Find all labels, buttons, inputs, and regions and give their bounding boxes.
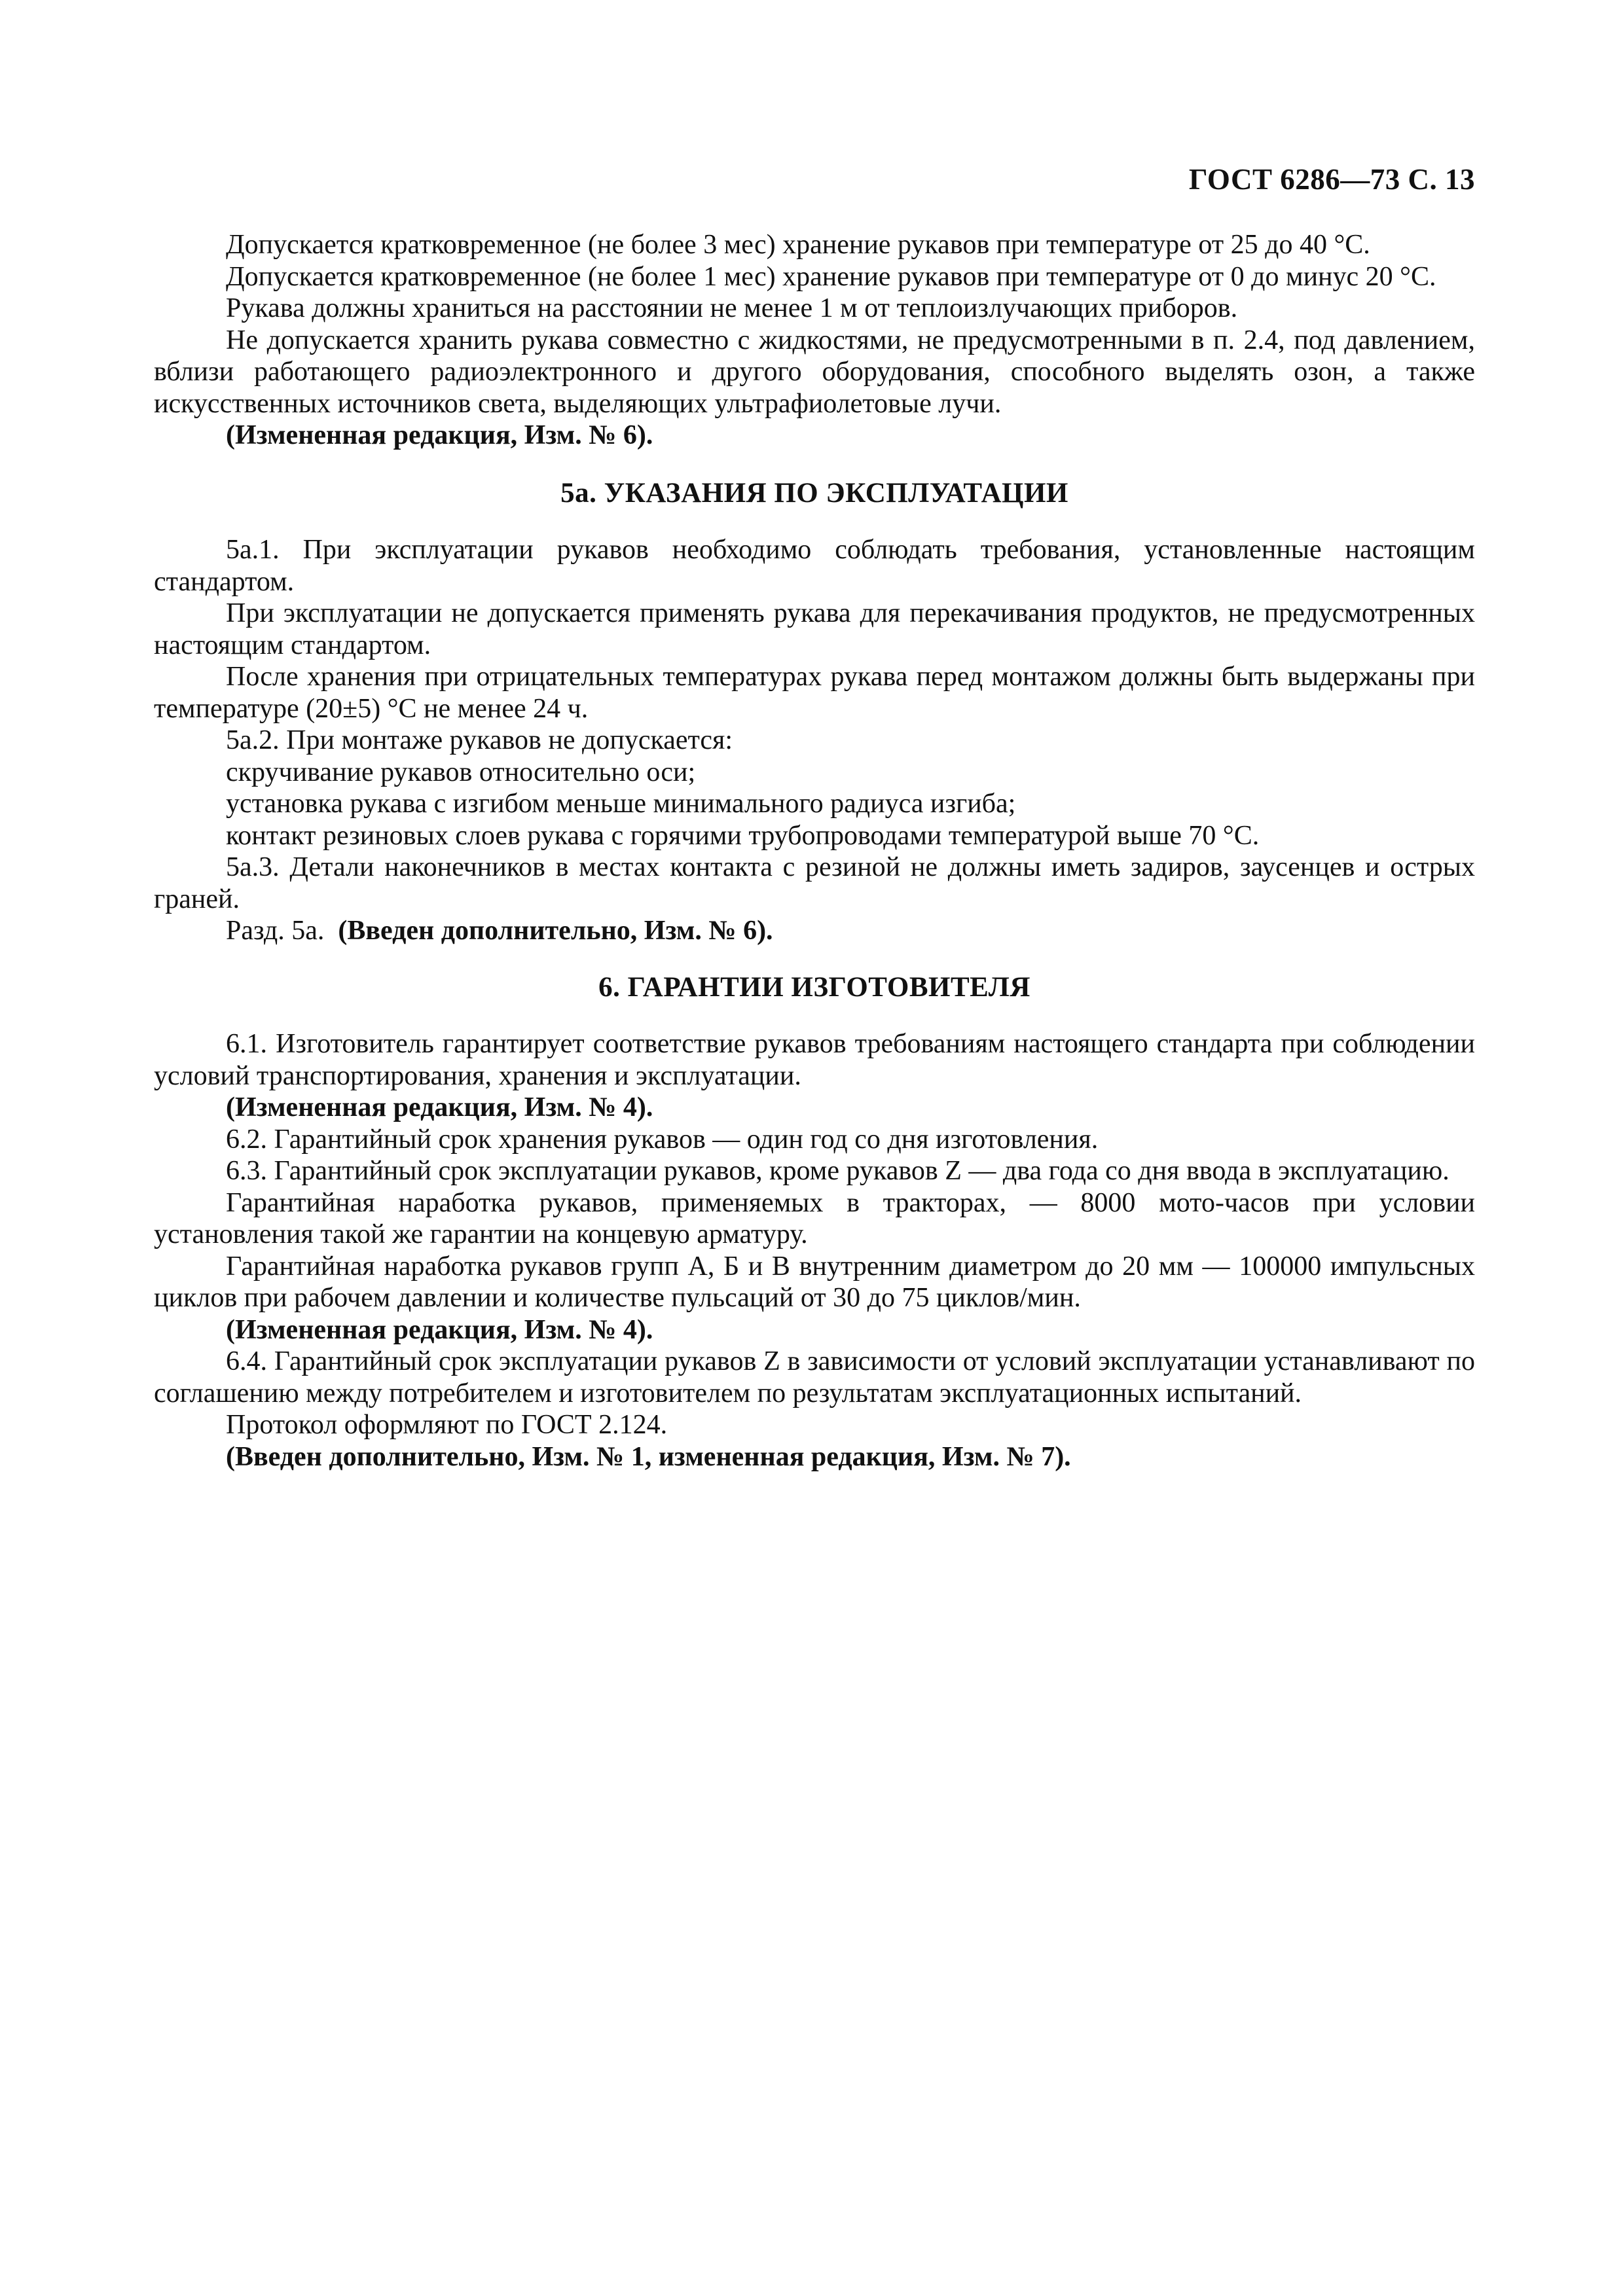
section-paragraph: 5а.2. При монтаже рукавов не допускается: (226, 725, 733, 755)
section-paragraph: Гарантийная наработка рукавов, применяемых в тракторах, — 8000 мото-часов при условии установления такой же гарантии на концевую арматуру. (154, 1187, 1475, 1249)
section-paragraph: 6.2. Гарантийный срок хранения рукавов — один год со дня изготовления. (226, 1124, 1099, 1155)
section-paragraph: 6.4. Гарантийный срок эксплуатации рукавов Z в зависимости от условий эксплуатации устанавливают по соглашению между потребителем и изготовителем по результатам эксплуатационных испытаний. (154, 1346, 1475, 1408)
section-paragraph: 5а.3. Детали наконечников в местах контакта с резиной не должны иметь задиров, заусенцев и острых граней. (154, 852, 1475, 914)
section-6-heading: 6. ГАРАНТИИ ИЗГОТОВИТЕЛЯ (598, 971, 1030, 1003)
section-paragraph: 5а.1. При эксплуатации рукавов необходимо соблюдать требования, установленные настоящим стандартом. (154, 535, 1475, 597)
storage-paragraph: Не допускается хранить рукава совместно с жидкостями, не предусмотренными в п. 2.4, под давлением, вблизи работающего радиоэлектронного и другого оборудования, способного выделять озон, а также искусственных источников света, выделяющих ультрафиолетовые лучи. (154, 325, 1475, 419)
list-item: контакт резиновых слоев рукава с горячими трубопроводами температурой выше 70 °С. (226, 820, 1260, 851)
document-body (154, 229, 1475, 1473)
section-5a-heading: 5а. УКАЗАНИЯ ПО ЭКСПЛУАТАЦИИ (560, 477, 1068, 509)
list-item: установка рукава с изгибом меньше минимального радиуса изгиба; (226, 789, 1016, 819)
section-paragraph: После хранения при отрицательных температурах рукава перед монтажом должны быть выдержаны при температуре (20±5) °С не менее 24 ч. (154, 662, 1475, 724)
section-paragraph: При эксплуатации не допускается применять рукава для перекачивания продуктов, не предусмотренных настоящим стандартом. (154, 598, 1475, 660)
storage-paragraph: Допускается кратковременное (не более 1 мес) хранение рукавов при температуре от 0 до минус 20 °С. (226, 261, 1436, 292)
section-paragraph: 6.3. Гарантийный срок эксплуатации рукавов, кроме рукавов Z — два года со дня ввода в эксплуатацию. (226, 1156, 1450, 1186)
amendment-note: (Измененная редакция, Изм. № 6). (226, 420, 653, 450)
note-prefix: Разд. 5а. (226, 916, 325, 946)
amendment-note: (Введен дополнительно, Изм. № 1, измененная редакция, Изм. № 7). (226, 1441, 1071, 1472)
document-page (154, 0, 1475, 2296)
amendment-note: (Измененная редакция, Изм. № 4). (226, 1092, 653, 1122)
section-paragraph: Протокол оформляют по ГОСТ 2.124. (226, 1410, 668, 1440)
amendment-note: (Измененная редакция, Изм. № 4). (226, 1314, 653, 1345)
section-paragraph: 6.1. Изготовитель гарантирует соответствие рукавов требованиям настоящего стандарта при соблюдении условий транспортирования, хранения и эксплуатации. (154, 1029, 1475, 1091)
storage-paragraph: Рукава должны храниться на расстоянии не менее 1 м от теплоизлучающих приборов. (226, 293, 1238, 323)
section-5a-note (154, 915, 1475, 947)
amendment-note: (Введен дополнительно, Изм. № 6). (338, 916, 773, 946)
storage-paragraph: Допускается кратковременное (не более 3 мес) хранение рукавов при температуре от 25 до 40 °С. (226, 230, 1370, 260)
page-header: ГОСТ 6286—73 С. 13 (1188, 163, 1475, 196)
list-item: скручивание рукавов относительно оси; (226, 757, 696, 787)
section-paragraph: Гарантийная наработка рукавов групп А, Б и В внутренним диаметром до 20 мм — 100000 импульсных циклов при рабочем давлении и количестве пульсаций от 30 до 75 циклов/мин. (154, 1251, 1475, 1313)
